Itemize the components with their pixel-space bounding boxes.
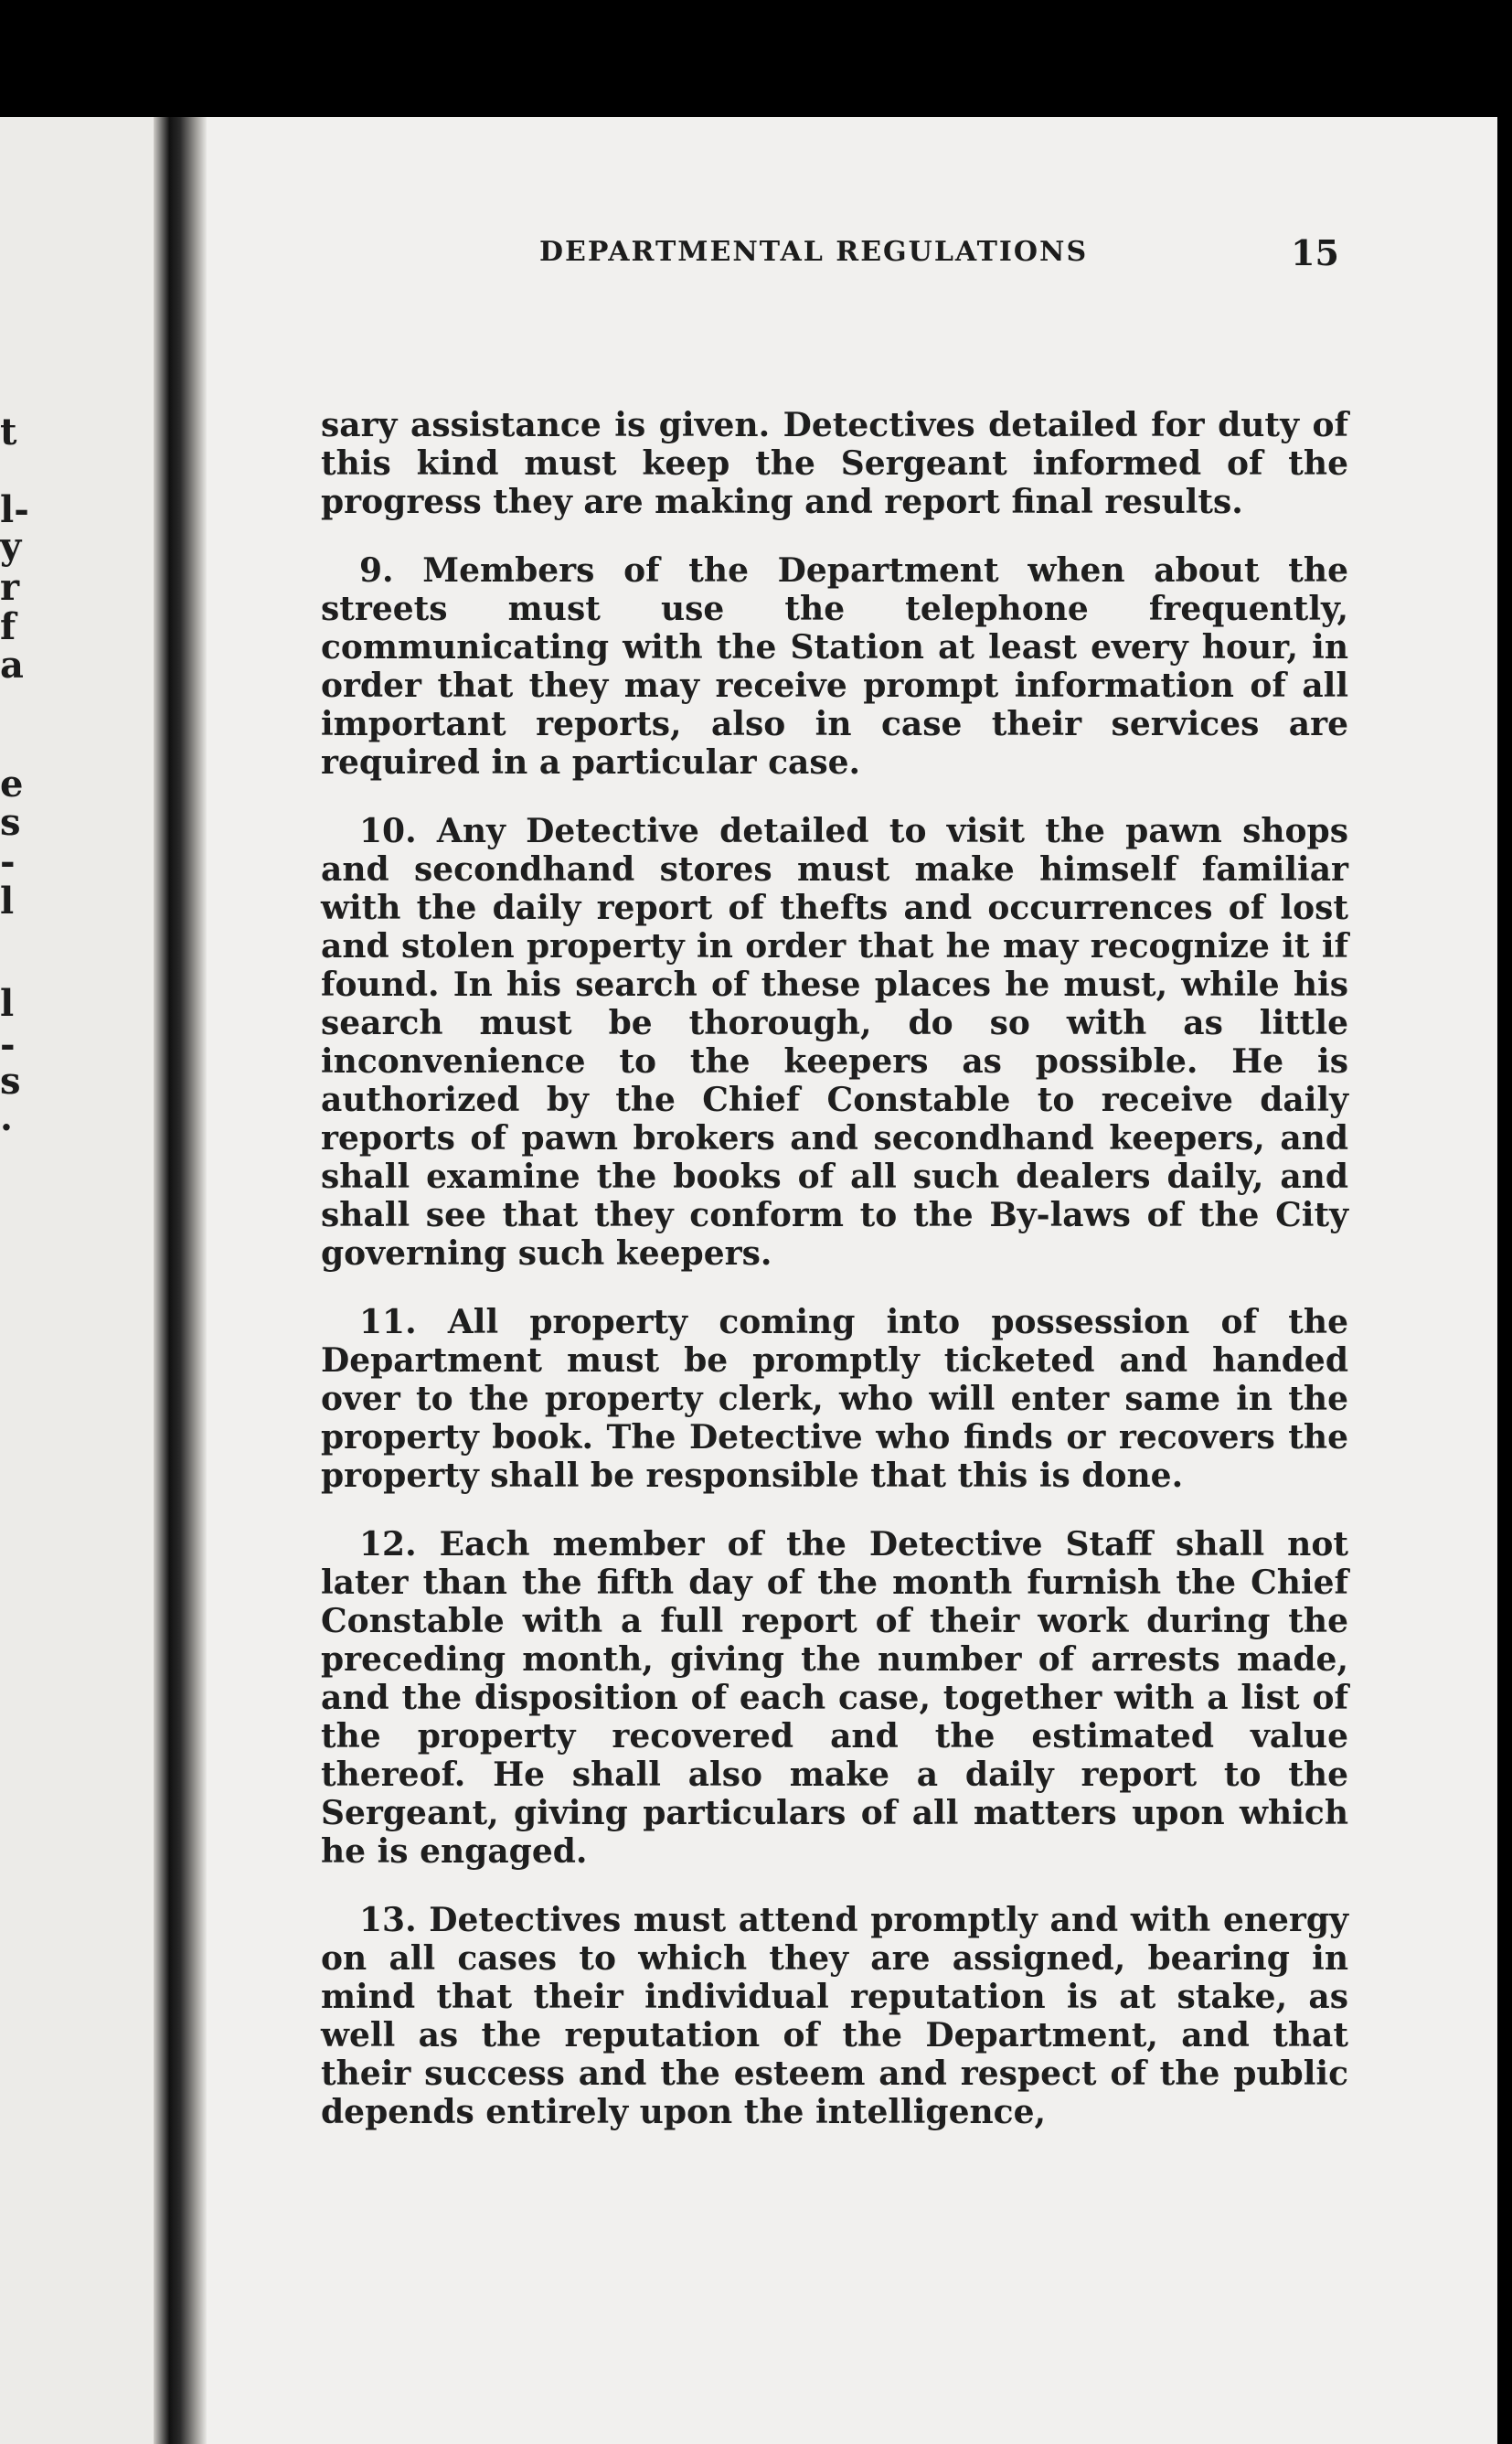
paragraph-rule-11: 11. All property coming into possession of the Department must be promptly ticketed and handed over to the property clerk, who will enter same in the property book. The Detective who finds or recovers the property shall be responsible that this is done. — [321, 1303, 1348, 1495]
running-title: DEPARTMENTAL REGULATIONS — [539, 236, 1089, 268]
book-gutter — [154, 117, 207, 2444]
right-margin — [1497, 117, 1512, 2444]
facing-page-fragment: s — [0, 801, 21, 844]
paragraph-rule-10: 10. Any Detective detailed to visit the pawn shops and secondhand stores must make himself familiar with the daily report of thefts and occurrences of lost and stolen property in order that he may recognize it if found. In his search of these places he must, while his search must be thorough, do so with as little inconvenience to the keepers as possible. He is authorized by the Chief Constable to receive daily reports of pawn brokers and secondhand keepers, and shall examine the books of all such dealers daily, and shall see that they conform to the By-laws of the City governing such keepers. — [321, 812, 1348, 1273]
facing-page-fragment: f — [0, 605, 16, 648]
paragraph-rule-12: 12. Each member of the Detective Staff shall not later than the fifth day of the month furnish the Chief Constable with a full report of their work during the preceding month, giving the number of arrests made, and the disposition of each case, together with a list of the property recovered and the estimated value thereof. He shall also make a daily report to the Sergeant, giving particulars of all matters upon which he is engaged. — [321, 1525, 1348, 1871]
facing-page-fragment: - — [0, 840, 16, 883]
paragraph-rule-13: 13. Detectives must attend promptly and with energy on all cases to which they are assigned, bearing in mind that their individual reputation is at stake, as well as the reputation of the Department, and that their success and the esteem and respect of the public depends entirely upon the intelligence, — [321, 1901, 1348, 2131]
facing-page-fragment: l- — [0, 488, 29, 531]
facing-page-fragment: l — [0, 880, 15, 923]
facing-page-fragment: l — [0, 982, 15, 1025]
facing-page-fragment: r — [0, 566, 20, 609]
facing-page-fragment: t — [0, 411, 17, 454]
facing-page-fragment: y — [0, 525, 22, 568]
facing-page-edge — [0, 117, 154, 2444]
page-number: 15 — [1291, 232, 1339, 273]
facing-page-fragment: a — [0, 644, 24, 687]
facing-page-fragment: . — [0, 1096, 13, 1139]
paragraph-rule-9: 9. Members of the Department when about the streets must use the telephone frequently, communicating with the Station at least every hour, in order that they may receive prompt information of all important reports, also in case their services are required in a particular case. — [321, 551, 1348, 782]
facing-page-fragment: s — [0, 1060, 21, 1103]
page-body — [321, 406, 1348, 2161]
facing-page-fragment: e — [0, 763, 24, 806]
paragraph-continuation: sary assistance is given. Detectives detailed for duty of this kind must keep the Sergeant informed of the progress they are making and report final results. — [321, 406, 1348, 521]
facing-page-fragment: - — [0, 1023, 16, 1066]
page-header — [334, 232, 1339, 273]
